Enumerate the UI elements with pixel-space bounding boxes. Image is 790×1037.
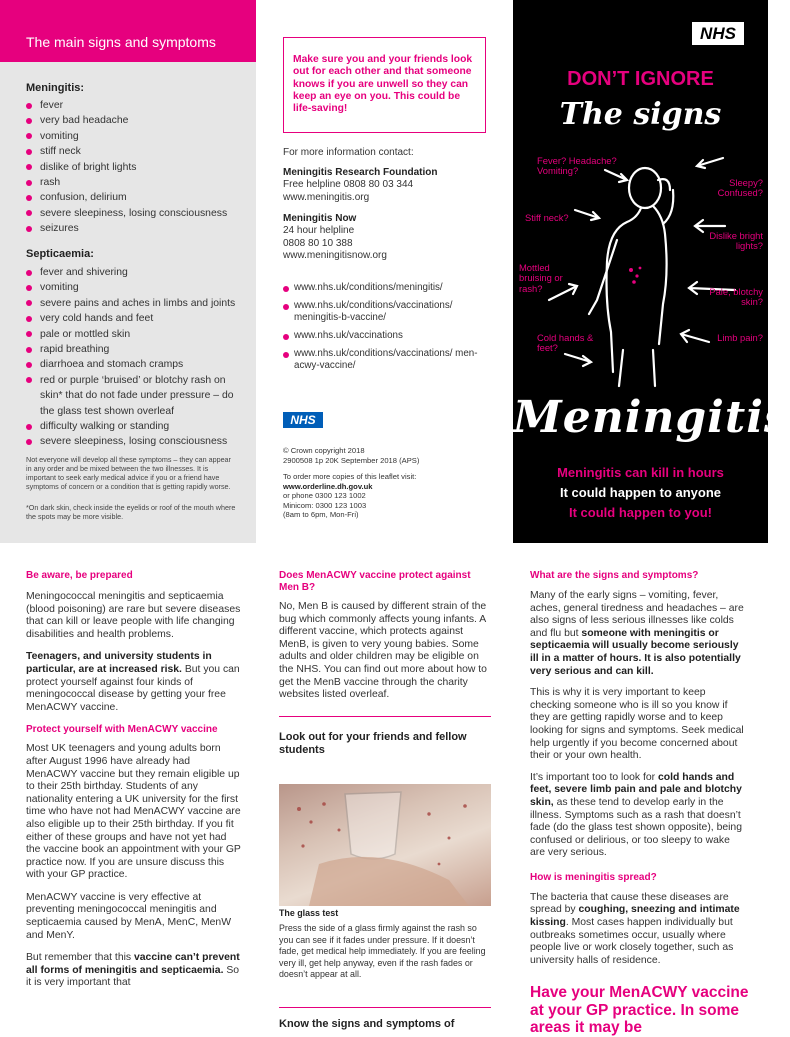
- list-item: very cold hands and feet: [26, 311, 238, 326]
- glass-illustration: [279, 784, 491, 906]
- glass-test-caption: [279, 908, 491, 980]
- dark-skin-note: *On dark skin, check inside the eyelids or roof of the mouth where the spots may be more visible.: [26, 503, 236, 521]
- heading-signs: What are the signs and symptoms?: [530, 570, 699, 581]
- para-rare-diseases: Meningococcal meningitis and septicaemia (blood poisoning) are rare but severe diseases that can kill or leave people with life changing disabilities and health problems.: [26, 591, 241, 640]
- nhs-logo: NHS: [283, 412, 323, 428]
- para-menb: No, Men B is caused by different strain of the bug which commonly affects young infants. A different vaccine, which protects against MenB, is given to very young babies. Some adults and older children may be eligible on the NHS. You can find out more about how to get the MenB vaccine through the charity websites listed overleaf.: [279, 601, 487, 701]
- heading-be-aware: Be aware, be prepared: [26, 570, 133, 581]
- kill-line-3: It could happen to you!: [569, 505, 712, 520]
- list-item: fever: [26, 98, 248, 113]
- divider: [279, 716, 491, 717]
- label-cold-hands: Cold hands & feet?: [537, 332, 594, 354]
- copyright-code: 2900508 1p 20K September 2018 (APS): [283, 455, 420, 465]
- order-text: To order more copies of this leaflet visit:: [283, 472, 417, 481]
- septicaemia-list: [26, 265, 238, 450]
- the-signs-heading: The signs: [559, 97, 722, 132]
- para-cold-hands: [530, 772, 744, 860]
- label-pale-skin: Pale, blotchy skin?: [709, 286, 763, 308]
- list-item: confusion, delirium: [26, 190, 248, 205]
- para-spread: [530, 892, 744, 968]
- org-phone: 0808 80 10 388: [283, 237, 353, 249]
- bold-text: vaccine can’t prevent all forms of meningitis and septicaemia.: [26, 952, 240, 976]
- org-mrf: [283, 167, 437, 204]
- dont-ignore-heading: DON’T IGNORE: [567, 68, 714, 90]
- list-item: dislike of bright lights: [26, 160, 248, 175]
- meningitis-list: [26, 98, 248, 237]
- text: as these tend to develop early in the illness. Symptoms such as a rash that doesn’t fade (do the glass test shown opposite), being confused or delirious, or too sleepy to wake are very serious.: [530, 796, 742, 859]
- text: . Most cases happen individually but outbreaks sometimes occur, usually where people live or work closely together, such as university halls of residence.: [530, 917, 734, 966]
- list-item: rash: [26, 175, 248, 190]
- have-vaccine-callout: Have your MenACWY vaccine at your GP practice. In some areas it may be: [530, 984, 749, 1036]
- bold-text: Teenagers, and university students in particular, are at increased risk.: [26, 651, 212, 675]
- list-item: severe pains and aches in limbs and joints: [26, 296, 238, 311]
- symptoms-header-bar: [0, 0, 256, 62]
- nhs-link[interactable]: www.nhs.uk/conditions/vaccinations/ meningitis-b-vaccine/: [283, 300, 488, 324]
- org-name: Meningitis Now: [283, 213, 357, 224]
- order-hours: (8am to 6pm, Mon-Fri): [283, 510, 359, 520]
- bold-text: cold hands and feet, severe limb pain and pale and blotchy skin,: [530, 771, 742, 808]
- heading-know-signs: Know the signs and symptoms of: [279, 1018, 455, 1030]
- text: The bacteria that cause these diseases are spread by: [530, 891, 729, 916]
- label-fever: Fever? Headache? Vomiting?: [537, 155, 617, 177]
- list-item: seizures: [26, 221, 248, 236]
- order-block: [283, 472, 416, 520]
- list-item: vomiting: [26, 129, 248, 144]
- symptoms-note: Not everyone will develop all these symptoms – they can appear in any order and be mixed between the two illnesses. It is important to seek early medical advice if you or a friend have symptoms of concern or a condition that is getting rapidly worse.: [26, 455, 231, 491]
- divider: [279, 1007, 491, 1008]
- nhs-link[interactable]: www.nhs.uk/conditions/meningitis/: [283, 282, 488, 294]
- list-item: rapid breathing: [26, 342, 238, 357]
- para-effective: MenACWY vaccine is very effective at preventing meningococcal meningitis and septicaemia caused by MenA, MenC, MenW and MenY.: [26, 891, 232, 941]
- column-1: [26, 570, 241, 990]
- label-dislike-lights: Dislike bright lights?: [709, 230, 763, 252]
- bold-text: coughing, sneezing and intimate kissing: [530, 904, 740, 929]
- callout-text: Make sure you and your friends look out for each other and that someone knows if you are unwell so they can keep an eye on you. This could be life-saving!: [293, 54, 473, 115]
- caption-text: Press the side of a glass firmly against the rash so you can see if it fades under pressure. If it doesn’t fade, get medical help immediately. If you are feeling very ill, get help anyway, even if the rash fades or doesn’t appear at all.: [279, 923, 486, 980]
- list-item: severe sleepiness, losing consciousness: [26, 434, 238, 449]
- org-website[interactable]: www.meningitis.org: [283, 191, 370, 203]
- symptoms-header: The main signs and symptoms: [26, 34, 216, 50]
- list-item: very bad headache: [26, 113, 248, 128]
- list-item: pale or mottled skin: [26, 327, 238, 342]
- label-stiff-neck: Stiff neck?: [525, 212, 569, 223]
- kill-line-2: It could happen to anyone: [559, 485, 722, 500]
- list-item: diarrhoea and stomach cramps: [26, 357, 238, 372]
- bold-text: someone with meningitis or septicaemia will usually become seriously ill in a matter of hours. It is also potentially very serious and can kill.: [530, 627, 741, 677]
- meningitis-title: Meningitis: [513, 392, 790, 443]
- list-item: stiff neck: [26, 144, 248, 159]
- nhs-link[interactable]: www.nhs.uk/vaccinations: [283, 330, 488, 342]
- column-3: [530, 570, 744, 967]
- org-website[interactable]: www.meningitisnow.org: [283, 250, 387, 262]
- copyright-line: © Crown copyright 2018: [283, 446, 365, 455]
- glass-test-photo: [279, 784, 491, 906]
- label-limb-pain: Limb pain?: [717, 332, 763, 343]
- heading-look-out: Look out for your friends and fellow students: [279, 731, 467, 756]
- org-helpline: Free helpline 0808 80 03 344: [283, 179, 414, 191]
- para-remember: [26, 952, 241, 990]
- nhs-links: [283, 282, 488, 378]
- septicaemia-title: Septicaemia:: [26, 248, 94, 260]
- org-name: Meningitis Research Foundation: [283, 167, 438, 178]
- nhs-link[interactable]: www.nhs.uk/conditions/vaccinations/ men-acwy-vaccine/: [283, 348, 488, 372]
- nhs-logo: NHS: [692, 22, 744, 45]
- list-item: vomiting: [26, 280, 238, 295]
- org-helpline: 24 hour helpline: [283, 225, 355, 237]
- org-meningitis-now: [283, 213, 387, 263]
- text: So it is very important that: [26, 964, 240, 989]
- para-keep-checking: This is why it is very important to keep checking someone who is ill so you know if they are getting rapidly worse and to keep looking for signs and symptoms. Seek medical help urgently if you become concerned about their or your own health.: [530, 687, 744, 762]
- text: But you can protect yourself against four kinds of meningococcal disease by getting your free MenACWY vaccine.: [26, 663, 240, 713]
- meningitis-title: Meningitis:: [26, 82, 85, 94]
- heading-protect: Protect yourself with MenACWY vaccine: [26, 724, 218, 736]
- column-2: [279, 570, 491, 702]
- para-eligibility: Most UK teenagers and young adults born after August 1996 have already had MenACWY vaccine but they remain eligible up to their 25th birthday. Students of any nationality entering a UK university for the first time who have not had MenACWY vaccine are also eligible up to their 25th birthday. If you fit either of these groups and have not yet had the vaccine book an appointment with your GP practice now. If you are unsure discuss this with your GP practice.: [26, 743, 241, 881]
- order-phone: or phone 0300 123 1002: [283, 491, 366, 501]
- list-item: red or purple ‘bruised’ or blotchy rash on skin* that do not fade under pressure – do the glass test shown overleaf: [26, 373, 238, 419]
- list-item: severe sleepiness, losing consciousness: [26, 206, 248, 221]
- callout-box: [283, 37, 486, 133]
- label-sleepy: Sleepy? Confused?: [717, 177, 763, 199]
- copyright-block: [283, 446, 419, 465]
- text: It’s important too to look for: [530, 771, 659, 783]
- text: But remember that this: [26, 952, 134, 964]
- list-item: fever and shivering: [26, 265, 238, 280]
- order-url[interactable]: www.orderline.dh.gov.uk: [283, 481, 373, 491]
- contact-intro: For more information contact:: [283, 147, 414, 158]
- text: Many of the early signs – vomiting, fever, aches, general tiredness and headaches – are also signs of less serious illnesses like colds and flu but: [530, 590, 744, 639]
- list-item: difficulty walking or standing: [26, 419, 238, 434]
- kill-line-1: Meningitis can kill in hours: [557, 465, 724, 480]
- heading-spread: How is meningitis spread?: [530, 871, 657, 883]
- dont-ignore-panel: [513, 0, 790, 543]
- heading-menb: Does MenACWY vaccine protect against Men B?: [279, 570, 471, 593]
- caption-title: The glass test: [279, 908, 339, 918]
- label-mottled: Mottled bruising or rash?: [519, 262, 563, 294]
- para-early-signs: [530, 590, 744, 678]
- para-teenagers: [26, 651, 241, 714]
- order-minicom: Minicom: 0300 123 1003: [283, 500, 367, 510]
